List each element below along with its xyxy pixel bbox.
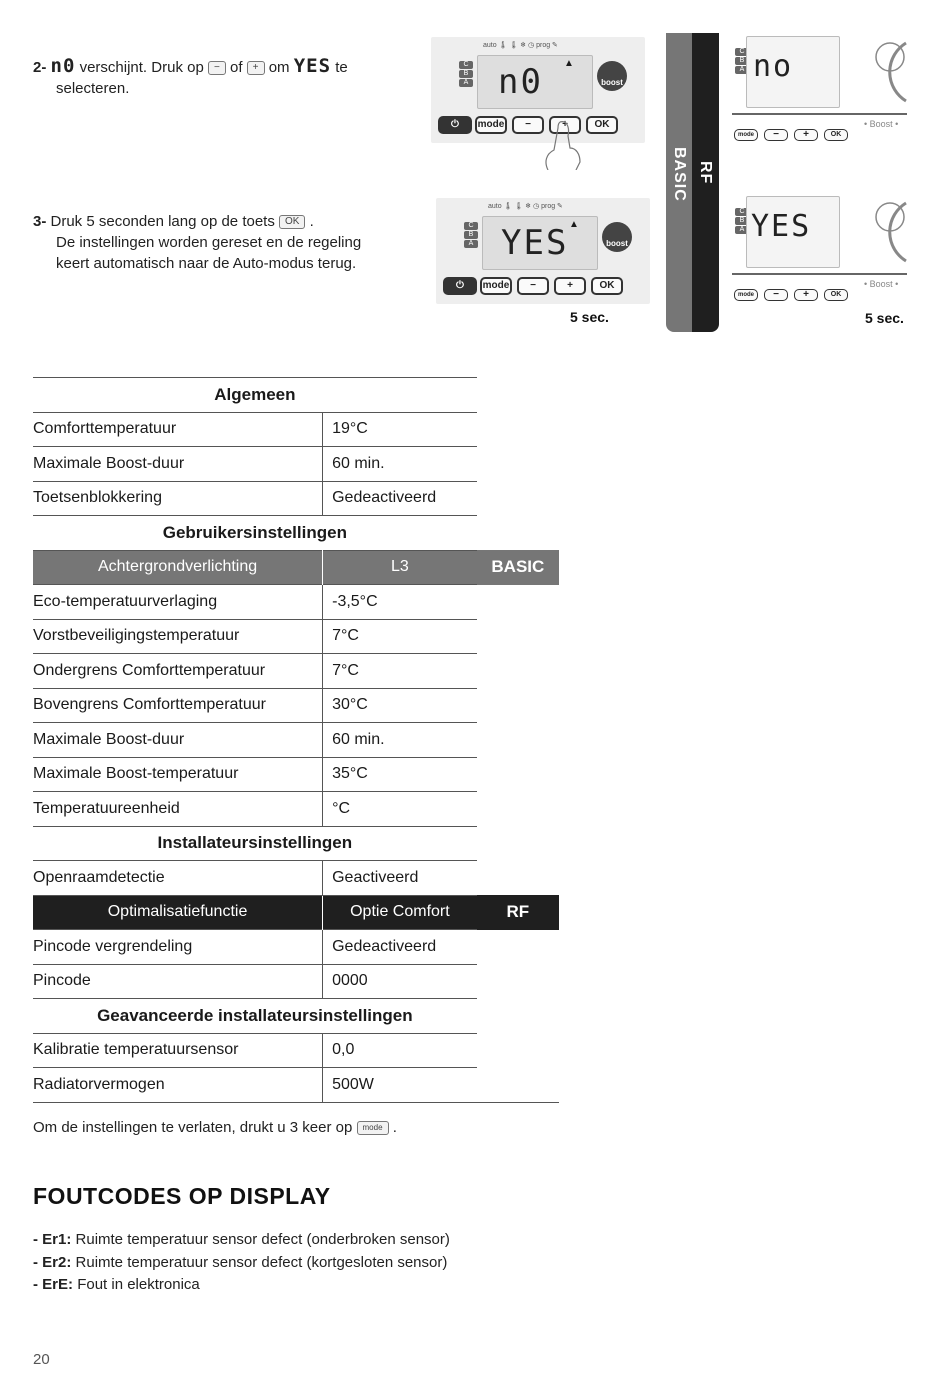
step-text: of — [229, 59, 243, 76]
mode-icons-row: auto 🌡 🌡 ❄ ◷ prog ✎ — [483, 42, 558, 49]
list-item: - Er1: Ruimte temperatuur sensor defect (onderbroken sensor) — [33, 1231, 450, 1248]
setting-name: Openraamdetectie — [33, 861, 323, 896]
setting-value: Gedeactiveerd — [323, 481, 477, 516]
table-row — [33, 792, 559, 827]
comfort-level-indicator: C B A — [735, 48, 749, 75]
setting-value: L3 — [323, 550, 477, 585]
boost-label: • Boost • — [864, 279, 899, 289]
setting-name: Radiatorvermogen — [33, 1068, 323, 1103]
table-row — [33, 619, 559, 654]
minus-button[interactable]: − — [764, 289, 788, 301]
ok-key-icon: OK — [279, 215, 305, 229]
rf-badge: RF — [477, 895, 559, 930]
setting-name: Toetsenblokkering — [33, 481, 323, 516]
ok-button[interactable]: OK — [591, 277, 623, 295]
exit-note-end: . — [392, 1119, 397, 1136]
table-row — [33, 585, 559, 620]
device-edge-line — [732, 113, 907, 115]
settings-table — [33, 377, 559, 1103]
plus-button[interactable]: + — [794, 129, 818, 141]
setting-value: 0000 — [323, 964, 477, 999]
setting-name: Kalibratie temperatuursensor — [33, 1033, 323, 1068]
lcd-value: no — [753, 49, 794, 84]
lcd-value: YES — [751, 209, 812, 244]
basic-tab — [666, 33, 694, 332]
setting-name: Maximale Boost-duur — [33, 723, 323, 758]
step-3-text — [33, 211, 413, 274]
rf-tab-label: RF — [697, 161, 714, 185]
list-item: - Er2: Ruimte temperatuur sensor defect (kortgesloten sensor) — [33, 1253, 448, 1271]
step-text: Druk 5 seconden lang op de toets — [50, 213, 275, 230]
step-2-text — [33, 56, 423, 99]
basic-device-panel-step3 — [436, 198, 650, 304]
setting-name: Vorstbeveiligingstemperatuur — [33, 619, 323, 654]
comfort-level-indicator: C B A — [464, 222, 478, 249]
comfort-level-indicator: C B A — [459, 61, 473, 88]
step-text: verschijnt. Druk op — [79, 59, 204, 76]
rf-tab — [692, 33, 719, 332]
setting-name: Ondergrens Comforttemperatuur — [33, 654, 323, 689]
setting-value: 19°C — [323, 412, 477, 447]
display-value-n0: n0 — [50, 55, 76, 77]
table-row — [33, 481, 559, 516]
table-row-basic — [33, 550, 559, 585]
setting-value: 35°C — [323, 757, 477, 792]
minus-button[interactable]: − — [517, 277, 549, 295]
rotary-dial-icon — [840, 35, 907, 109]
table-row — [33, 964, 559, 999]
section-title: Geavanceerde installateursinstellingen — [33, 999, 477, 1034]
setting-name: Pincode — [33, 964, 323, 999]
lcd-display — [477, 55, 593, 109]
page-number: 20 — [33, 1351, 50, 1368]
section-header-row — [33, 378, 559, 413]
table-row — [33, 861, 559, 896]
rf-device-panel-step2 — [732, 33, 907, 149]
section-header-row — [33, 516, 559, 551]
setting-value: 7°C — [323, 654, 477, 689]
seconds-label: 5 sec. — [865, 310, 904, 326]
setting-name: Comforttemperatuur — [33, 412, 323, 447]
device-edge-line — [732, 273, 907, 275]
setting-name: Maximale Boost-duur — [33, 447, 323, 482]
table-row — [33, 688, 559, 723]
setting-value: Optie Comfort — [323, 895, 477, 930]
plus-button[interactable]: + — [794, 289, 818, 301]
seconds-label: 5 sec. — [570, 309, 609, 325]
step-text-line3: keert automatisch naar de Auto-modus terug. — [56, 255, 357, 272]
lcd-display — [746, 36, 840, 108]
mode-button[interactable]: mode — [480, 277, 512, 295]
plus-button[interactable]: + — [549, 116, 581, 134]
step-text-line2: De instellingen worden gereset en de regeling — [56, 234, 362, 251]
section-header-row — [33, 999, 559, 1034]
setting-value: 30°C — [323, 688, 477, 723]
setting-value: 60 min. — [323, 447, 477, 482]
mode-button[interactable]: mode — [475, 116, 507, 134]
step-text: . — [309, 213, 314, 230]
comfort-level-indicator: C B A — [735, 208, 749, 235]
setting-name: Achtergrondverlichting — [33, 550, 323, 585]
minus-button[interactable]: − — [512, 116, 544, 134]
setting-name: Pincode vergrendeling — [33, 930, 323, 965]
error-codes-title: FOUTCODES OP DISPLAY — [33, 1183, 331, 1209]
table-row — [33, 412, 559, 447]
step-text-line2: selecteren. — [56, 80, 130, 97]
lcd-display — [746, 196, 840, 268]
table-row — [33, 723, 559, 758]
mode-button[interactable]: mode — [734, 129, 758, 141]
step-number: 2- — [33, 59, 47, 76]
error-codes-list — [33, 1229, 450, 1297]
setting-name: Eco-temperatuurverlaging — [33, 585, 323, 620]
setting-value: 500W — [323, 1068, 477, 1103]
mode-icons-row: auto 🌡 🌡 ❄ ◷ prog ✎ — [488, 203, 563, 210]
setting-name: Maximale Boost-temperatuur — [33, 757, 323, 792]
exit-note — [33, 1119, 397, 1136]
display-value-yes: YES — [293, 55, 332, 77]
setting-value: -3,5°C — [323, 585, 477, 620]
ok-button[interactable]: OK — [824, 289, 848, 301]
table-row — [33, 447, 559, 482]
section-title: Gebruikersinstellingen — [33, 516, 477, 551]
table-row — [33, 1068, 559, 1103]
minus-button[interactable]: − — [764, 129, 788, 141]
ok-button[interactable]: OK — [824, 129, 848, 141]
boost-button[interactable]: boost — [597, 61, 627, 91]
ok-button[interactable]: OK — [586, 116, 618, 134]
table-row-rf — [33, 895, 559, 930]
mode-button[interactable]: mode — [734, 289, 758, 301]
table-row — [33, 654, 559, 689]
table-row — [33, 757, 559, 792]
plus-key-icon: + — [247, 61, 265, 75]
table-row — [33, 930, 559, 965]
basic-badge: BASIC — [477, 550, 559, 585]
boost-button[interactable]: boost — [602, 222, 632, 252]
section-header-row — [33, 826, 559, 861]
setting-value: 7°C — [323, 619, 477, 654]
mode-key-icon: mode — [357, 1121, 389, 1135]
rf-device-panel-step3 — [732, 193, 907, 309]
lcd-value: n0 — [498, 62, 543, 102]
setting-name: Optimalisatiefunctie — [33, 895, 323, 930]
setting-name: Bovengrens Comforttemperatuur — [33, 688, 323, 723]
list-item: - ErE: Fout in elektronica — [33, 1276, 200, 1293]
exit-note-text: Om de instellingen te verlaten, drukt u 3 keer op — [33, 1119, 353, 1136]
setting-value: 0,0 — [323, 1033, 477, 1068]
basic-device-panel-step2 — [431, 37, 645, 143]
setting-value: 60 min. — [323, 723, 477, 758]
rotary-dial-icon — [840, 195, 907, 269]
lcd-display — [482, 216, 598, 270]
up-arrow-icon: ▲ — [569, 219, 579, 230]
pressing-hand-icon — [540, 118, 590, 170]
step-text: te — [335, 59, 348, 76]
plus-button[interactable]: + — [554, 277, 586, 295]
lcd-value: YES — [501, 223, 569, 263]
table-row — [33, 1033, 559, 1068]
step-number: 3- — [33, 213, 47, 230]
section-title: Installateursinstellingen — [33, 826, 477, 861]
setting-value: Geactiveerd — [323, 861, 477, 896]
setting-value: Gedeactiveerd — [323, 930, 477, 965]
up-arrow-icon: ▲ — [564, 58, 574, 69]
boost-label: • Boost • — [864, 119, 899, 129]
basic-tab-label: BASIC — [671, 147, 688, 202]
setting-name: Temperatuureenheid — [33, 792, 323, 827]
section-title: Algemeen — [33, 378, 477, 413]
step-text: om — [268, 59, 290, 76]
minus-key-icon: − — [208, 61, 226, 75]
setting-value: °C — [323, 792, 477, 827]
power-button[interactable]: ⏻ — [443, 277, 477, 295]
power-button[interactable]: ⏻ — [438, 116, 472, 134]
